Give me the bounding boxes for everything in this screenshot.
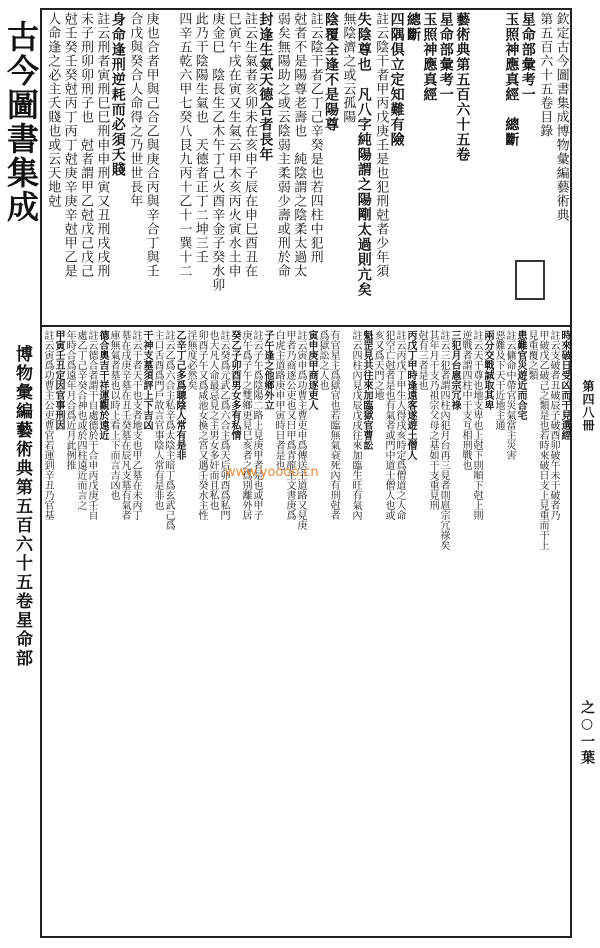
text-column: 庚金巳 陰長生乙木午丁己火酉辛金子癸水卯 [209,12,225,292]
book-title: 古今圖書集成 [2,20,40,224]
text-column: 註云子午爲陰陽二路上見庚甲者是也或甲子 [251,330,262,520]
text-column: 患難官災遊近而合宅 [515,330,526,420]
text-column: 庫無氣者墓也以時上看上下而言吉凶也 [108,330,119,500]
text-column: 子午逢之他鄉外立 [262,330,273,410]
text-column: 兩分交戰誠取其卑 [482,330,493,410]
text-column: 欽定古今圖書集成博物彙編藝術典 [553,12,569,222]
text-column: 干神支墓須評上下吉凶 [141,330,152,430]
text-column: 第五百六十五卷目錄 [537,12,553,138]
text-column: 星命部彙考一 [437,12,454,102]
text-column: 庚也合者甲與己合乙與庚合丙與辛合丁與壬 [143,12,159,278]
text-column: 尅壬癸壬癸尅丙丁丙丁尅庚辛庚辛尅甲乙是 [61,12,77,278]
text-column: 其年月干支乃祖宗父母之基如干支重見刑 [427,330,438,510]
side-label: 博物彙編藝術典第五百六十五卷星命部 [12,345,32,668]
text-column: 藝術典第五百六十五卷 [454,12,471,162]
text-column: 也大凡人命最忌見之主男女多奸而且私也 [207,330,218,510]
text-column: 主口舌酉爲門戶故言官事陰人常有是非也 [152,330,163,510]
text-column: 註云陰干者甲丙戊庚壬是也犯刑尅者少年須 [373,12,389,278]
text-column: 玉照神應真經 總斷 [503,12,520,147]
text-column: 註云乙爲六合主私辛爲太陰主暗丁爲玄武己爲 [163,330,174,530]
text-column: 陰覆全逢不是陽尊 [323,12,339,132]
text-column: 處乙丁己辛癸合神也或於四柱遠近而言之 [75,330,86,510]
text-column: 失陰尊也 凡八字純陽謂之陽剛太過則亢矣 [355,12,372,297]
text-column: 惡難及下天干近地主通 [493,330,504,430]
text-column: 癸乙子卯酉男女多有私情 [229,330,240,440]
text-column: 註云四柱內見戊辰戊戌往來加臨生旺有氣內 [350,330,361,520]
text-column: 註云支破者丑破辰子破酉卯破午未干破者乃 [548,330,559,520]
folio-leaf: 之○一葉 [579,700,595,766]
text-column: 無陰濟之或云孤陽 [340,12,356,124]
seal-stamp [515,260,545,300]
text-column: 墓在戌庚辛墓在丑壬癸墓在辰凡支墓有氣者 [119,330,130,520]
text-column: 未子刑卯卯刑子也 尅者謂甲乙尅戊己戊己 [78,12,93,278]
top-text-panel [42,12,570,322]
text-column: 尅有三者是也 [416,330,427,390]
text-column: 有官星主爲獄官也若臨無氣衰死內有刑尅者 [328,330,339,520]
text-column: 年時合爲遠年月合爲近月此例推 [64,330,75,470]
text-column: 四辛五乾六甲七癸八艮九丙十乙十一巽十二 [176,12,192,278]
text-column: 弱矣無陽助之或云陰弱主柔弱少壽或刑於命 [274,12,290,278]
text-column: 註云三犯者謂四柱內犯月台再三見者則扈宗冗祿矣 [438,330,449,550]
text-column: 犯空亡尅者是也有氣者或門中道士僧人也或 [383,330,394,520]
text-column: 合戊與癸合人命得之乃世世長年 [127,12,143,208]
text-column: 卯酉子午又爲咸池女換之宮又遇壬癸水主性 [196,330,207,520]
text-column: 星命部彙考一 [519,12,536,102]
text-column: 巳寅午戌在寅又生氣云甲木亥丙火寅水土申 [225,12,241,278]
text-column: 總斷 [405,12,421,42]
text-column: 封逢生氣天德合者長年 [257,12,274,162]
text-column [488,12,502,322]
text-column: 身命逢刑逆耗而必須夭賤 [109,12,126,177]
text-column: 註云寅爲功曹主公吏曹官若運到辛丑乃官基 [42,330,53,520]
text-column: 三犯月台扈宗冗祿 [449,330,460,410]
text-column: 淫無度必然矣 [185,330,196,390]
text-column: 註云丙戊丁甲生人得戌亥時定爲僧道之人命 [394,330,405,520]
text-column: 亥又爲天門之地 [372,330,383,400]
text-column: 玉照神應真經 [421,12,438,102]
text-column [160,12,174,322]
text-column: 甲破戊乙破己之類是也若時來破日支上見重而干上 [537,330,548,550]
text-column: 見重覆之類 [526,330,537,380]
text-column: 註云生氣者亥卯未在亥申子辰在申巳酉丑在 [242,12,257,278]
text-column [339,330,350,934]
text-column: 註云干者天干也支者地支也甲乙墓在未丙丁 [130,330,141,520]
text-column: 寅申庚甲商逐吏人 [306,330,317,410]
text-column: 四隅俱立定知難有險 [388,12,405,147]
text-column: 乙辛丁己多爲聰陰人常有是非 [174,330,185,460]
text-column: 此乃干陰陽生氣也 天德者正丁二坤三壬 [192,12,208,264]
text-column: 丙戊丁甲時逢遠客遂遊土僧人 [405,330,416,460]
text-column: 庚午爲子午之雙鄉更見巳亥者之爲別離外居 [240,330,251,520]
page-divider [40,325,572,327]
text-column: 人命逢之必主夭賤也或云天地尅 [45,12,61,208]
text-column [472,12,486,322]
text-column: 爲獄訟之人也 [317,330,328,390]
text-column: 尅者不是陽尊老壽也 純陰謂之陰柔太過太 [291,12,307,278]
text-column: 時來破日受凶而干見選經 [559,330,570,440]
text-column: 魁罡見共往來加臨獄官曹訟 [361,330,372,450]
text-column: 註云癸爲元武乙爲六合主爲天后卯酉爲私門 [218,330,229,520]
text-column: 德合奧吉干祥運觀於遠近 [97,330,108,440]
text-column: 註云陰干者乙丁己辛癸是也若四柱中犯刑 [307,12,323,264]
text-column: 註云天干尊也地支卑也上尅下則順下尅上則 [471,330,482,520]
text-column: 註云寅申爲功曹主曹吏申爲傳送主道路又見庚 [295,330,306,530]
text-column: 註云傭命中帶官災氣當主災害 [504,330,515,460]
folio-volume: 第四八冊 [581,380,595,432]
text-column: 註云德合者謂干自處德於干合申丙戊庚壬自 [86,330,97,520]
text-column: 甲寅壬丑定因官事刑因 [53,330,64,430]
text-column: 逆戰者謂四柱中干支互相刑戰也 [460,330,471,470]
bottom-text-panel [42,330,570,934]
text-column: 甲者乃商逐公吏也又曰甲爲青龍主文書庚爲 [284,330,295,520]
text-column: 註云刑者寅刑巳巳刑申申刑寅又丑刑戌戌刑 [94,12,110,278]
text-column: 白虎主道路庚申甲寅時日者是也 [273,330,284,470]
watermark: www.yoooo.cn [225,465,319,480]
